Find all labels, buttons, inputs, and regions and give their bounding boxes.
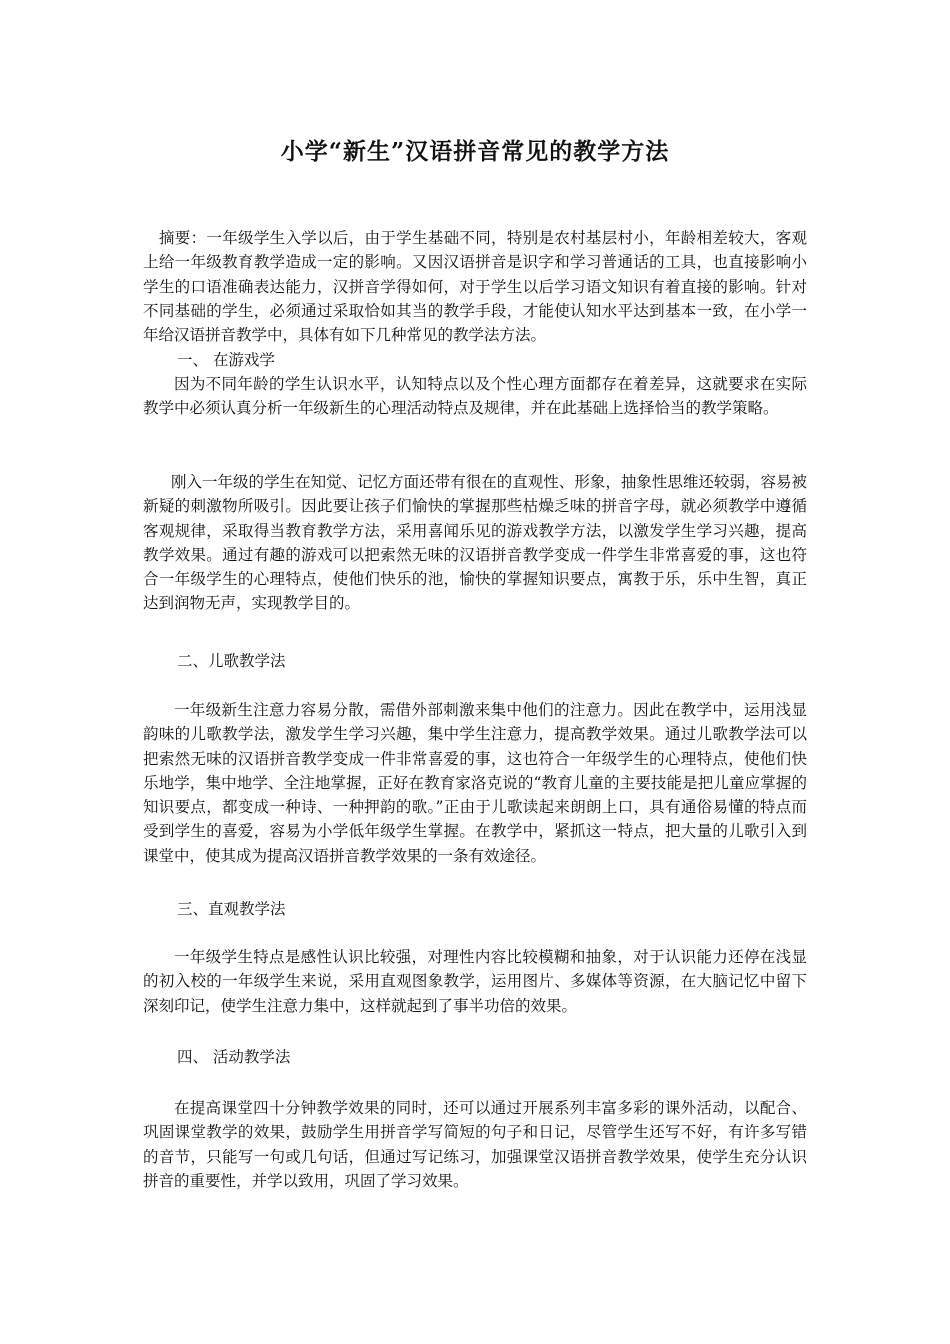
page-title: 小学“新生”汉语拼音常见的教学方法 xyxy=(280,138,670,165)
section-heading-activity: 四、 活动教学法 xyxy=(177,1048,291,1066)
section-heading-game: 一、 在游戏学 xyxy=(177,351,275,369)
section-heading-visual: 三、直观教学法 xyxy=(177,900,286,918)
abstract-paragraph: 摘要：一年级学生入学以后，由于学生基础不同，特别是农村基层村小，年龄相差较大，客观上给一年级教育教学造成一定的影响。又因汉语拼音是识字和学习普通话的工具，也直接影响小学生的口语准确表达能力，汉拼音学得如何，对于学生以后学习语文知识有着直接的影响。针对不同基础的学生，必须通过采取恰如其当的教学手段，才能使认知水平达到基本一致，在小学一年给汉语拼音教学中，具体有如下几种常见的教学法方法。 xyxy=(143,229,807,345)
section-activity-paragraph: 在提高课堂四十分钟教学效果的同时，还可以通过开展系列丰富多彩的课外活动，以配合、巩固课堂教学的效果，鼓励学生用拼音学写简短的句子和日记，尽管学生还写不好，有许多写错的音节，只能写一句或几句话，但通过写记练习，加强课堂汉语拼音教学效果，使学生充分认识拼音的重要性，并学以致用，巩固了学习效果。 xyxy=(143,1099,807,1190)
section-nursery-rhyme-paragraph: 一年级新生注意力容易分散，需借外部刺激来集中他们的注意力。因此在教学中，运用浅显韵味的儿歌教学法，激发学生学习兴趣，集中学生注意力，提高教学效果。通过儿歌教学法可以把索然无味的汉语拼音教学变成一件非常喜爱的事，这也符合一年级学生的心理特点，使他们快乐地学，集中地学、全注地掌握，正好在教育家洛克说的“教育儿童的主要技能是把儿童应掌握的知识要点，都变成一种诗、一种押韵的歌。”正由于儿歌读起来朗朗上口，具有通俗易懂的特点而受到学生的喜爱，容易为小学低年级学生掌握。在教学中，紧抓这一特点，把大量的儿歌引入到课堂中，使其成为提高汉语拼音教学效果的一条有效途径。 xyxy=(143,701,807,865)
section-heading-nursery-rhyme: 二、儿歌教学法 xyxy=(177,652,286,670)
section-visual-paragraph: 一年级学生特点是感性认识比较强，对理性内容比较模糊和抽象，对于认识能力还停在浅显的初入校的一年级学生来说，采用直观图象教学，运用图片、多媒体等资源，在大脑记忆中留下深刻印记，使学生注意力集中，这样就起到了事半功倍的效果。 xyxy=(143,948,807,1015)
section-game-paragraph-2: 刚入一年级的学生在知觉、记忆方面还带有很在的直观性、形象，抽象性思维还较弱，容易被新疑的刺激物所吸引。因此要让孩子们愉快的掌握那些枯燥乏味的拼音字母，就必须教学中遵循客观规律，采取得当教育教学方法，采用喜闻乐见的游戏教学方法，以激发学生学习兴趣，提高教学效果。通过有趣的游戏可以把索然无味的汉语拼音教学变成一件学生非常喜爱的事，这也符合一年级学生的心理特点，使他们快乐的池，愉快的掌握知识要点，寓教于乐，乐中生智，真正达到润物无声，实现教学目的。 xyxy=(143,473,807,613)
section-game-paragraph-1: 因为不同年龄的学生认识水平，认知特点以及个性心理方面都存在着差异，这就要求在实际教学中必须认真分析一年级新生的心理活动特点及规律，并在此基础上选择恰当的教学策略。 xyxy=(143,375,807,418)
